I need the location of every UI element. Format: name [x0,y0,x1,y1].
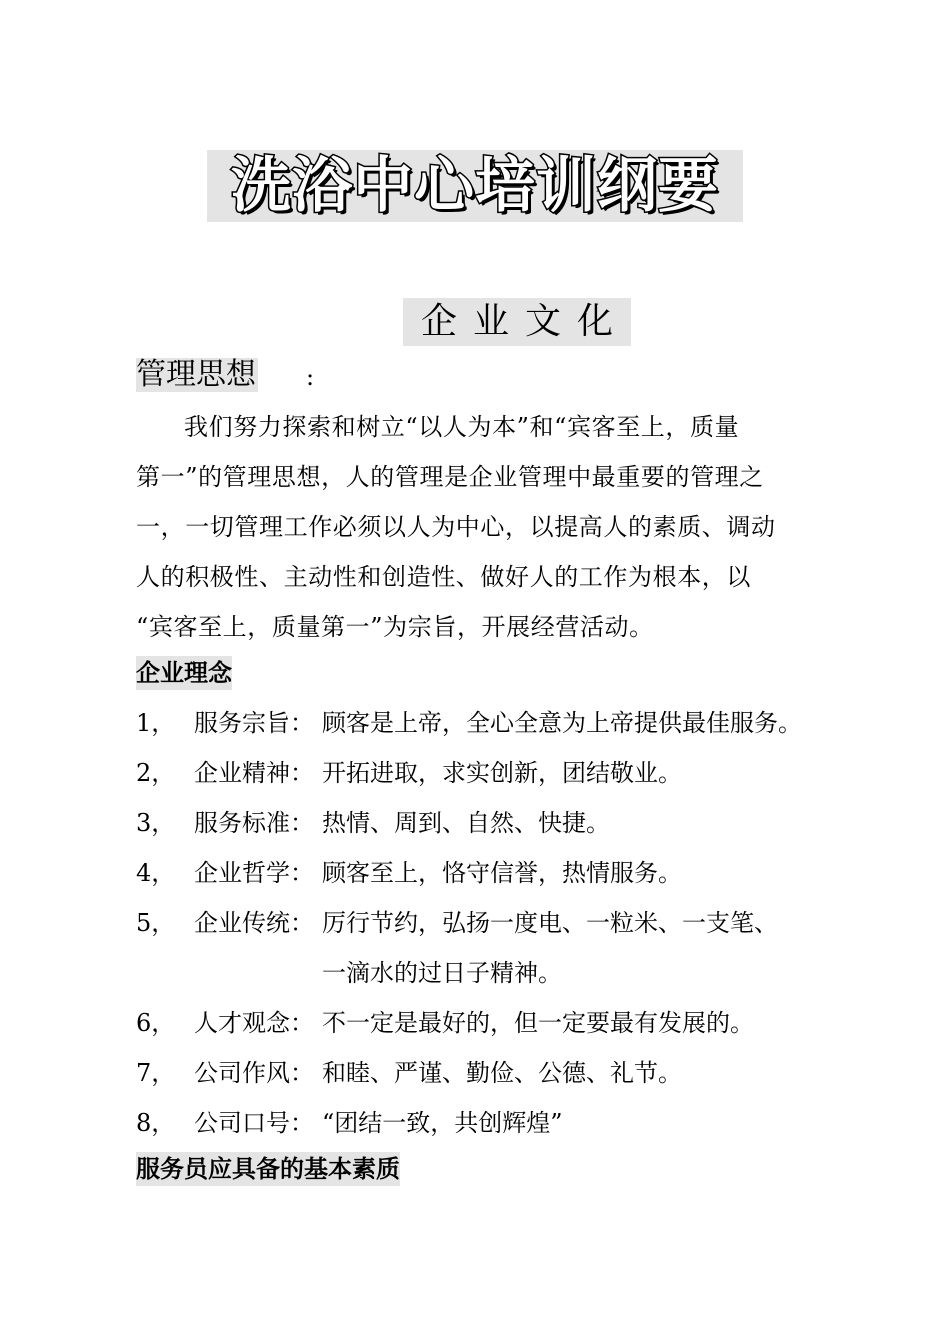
list-item [136,1048,856,1098]
item-text: 和睦、严谨、勤俭、公德、礼节。 [322,1059,682,1087]
paragraph-line: “宾客至上，质量第一”为宗旨，开展经营活动。 [136,613,654,641]
paragraph-line: 我们努力探索和树立“以人为本”和“宾客至上，质量 [184,413,740,441]
item-label: 人才观念： [194,1009,314,1037]
item-text: 一滴水的过日子精神。 [322,959,562,987]
item-label: 服务标准： [194,809,314,837]
item-text: 热情、周到、自然、快捷。 [322,809,610,837]
paragraph-line: 一，一切管理工作必须以人为中心，以提高人的素质、调动 [136,513,776,541]
item-number: 5， [136,909,176,937]
item-text: 厉行节约，弘扬一度电、一粒米、一支笔、 [322,909,778,937]
item-number: 1， [136,709,176,737]
quality-heading: 服务员应具备的基本素质 [136,1152,400,1186]
list-item [136,898,856,948]
item-number: 3， [136,809,176,837]
list-item [136,1098,856,1148]
item-number: 7， [136,1059,176,1087]
list-item-continuation [136,948,856,998]
item-text: 顾客是上帝，全心全意为上帝提供最佳服务。 [322,709,802,737]
document-title: 洗浴中心培训纲要 [207,150,743,222]
item-number: 8， [136,1109,176,1137]
item-text: “团结一致，共创辉煌” [322,1109,563,1137]
item-label: 企业精神： [194,759,314,787]
management-heading-colon: : [306,363,315,391]
management-heading: 管理思想 [136,357,256,392]
list-item [136,848,856,898]
philosophy-heading: 企业理念 [136,656,232,690]
paragraph-line: 第一”的管理思想，人的管理是企业管理中最重要的管理之 [136,463,764,491]
item-label: 公司口号： [194,1109,314,1137]
item-text: 顾客至上，恪守信誉，热情服务。 [322,859,682,887]
item-text: 开拓进取，求实创新，团结敬业。 [322,759,682,787]
list-item [136,998,856,1048]
item-label: 企业哲学： [194,859,314,887]
item-label: 企业传统： [194,909,314,937]
item-number: 2， [136,759,176,787]
list-item [136,798,856,848]
item-number: 4， [136,859,176,887]
paragraph-line: 人的积极性、主动性和创造性、做好人的工作为根本，以 [136,563,751,591]
item-label: 公司作风： [194,1059,314,1087]
management-paragraph [136,402,826,652]
item-label: 服务宗旨： [194,709,314,737]
list-item [136,748,856,798]
section-title: 企业文化 [403,298,631,346]
list-item [136,698,856,748]
item-number: 6， [136,1009,176,1037]
item-text: 不一定是最好的，但一定要最有发展的。 [322,1009,754,1037]
